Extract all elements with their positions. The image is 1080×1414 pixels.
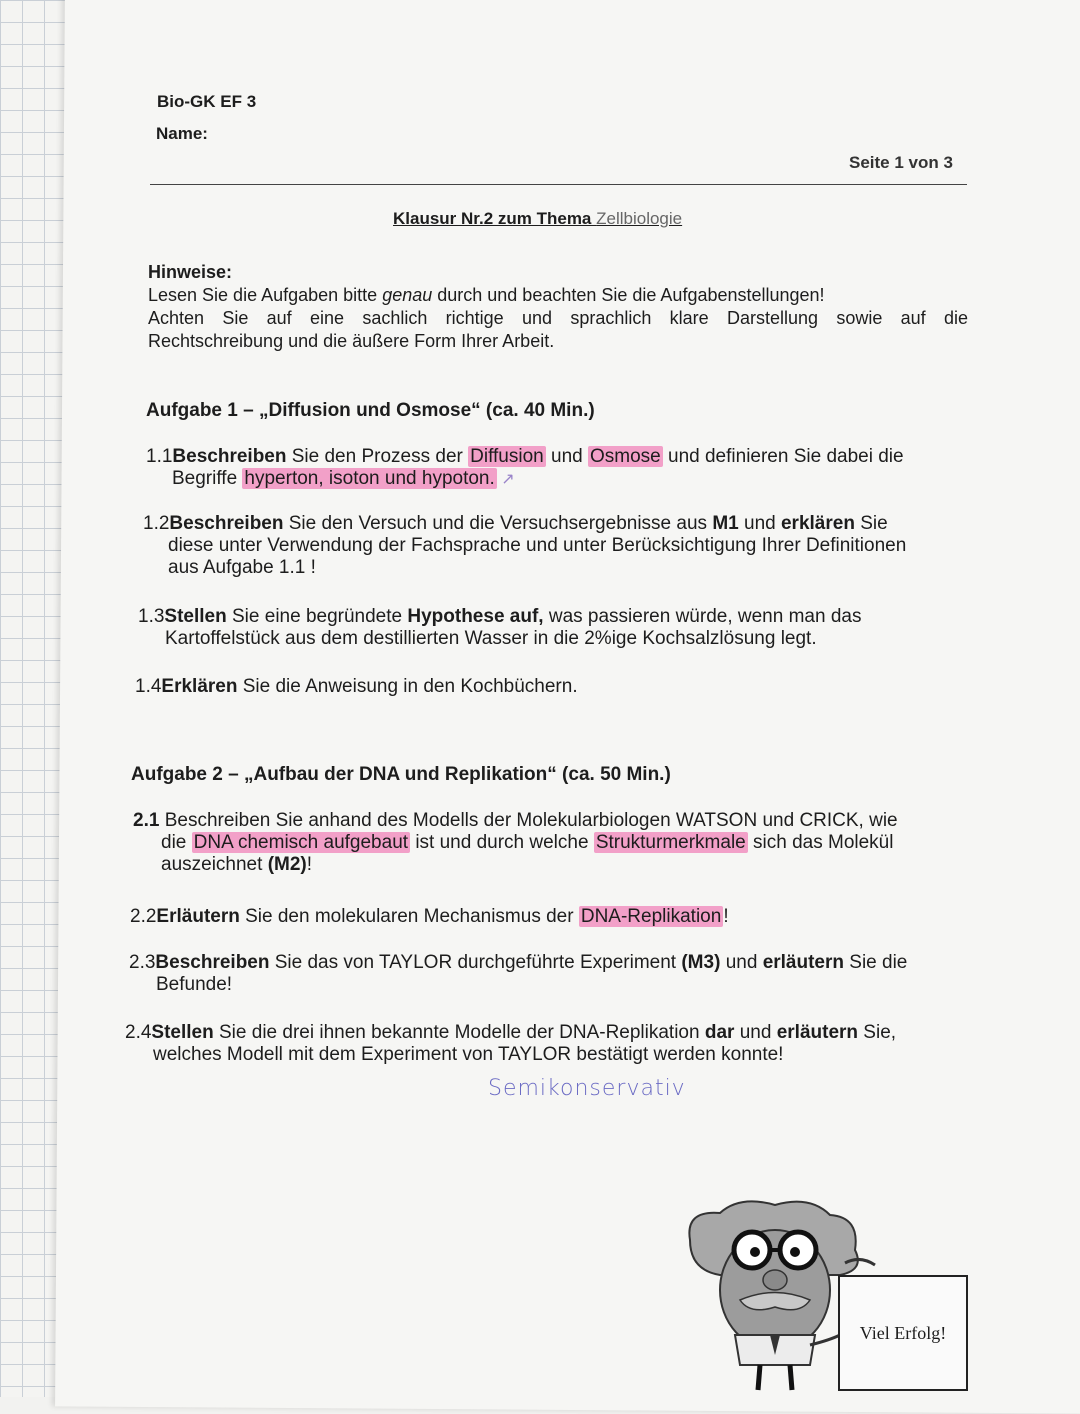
good-luck-sign <box>838 1275 968 1391</box>
task1-item-3: 1.3Stellen Sie eine begründete Hypothese auf, was passieren würde, wenn man das Kartoffelstück aus dem destillierten Wasser in die 2%ige Kochsalzlösung legt. <box>138 606 862 649</box>
task2-item-3: 2.3Beschreiben Sie das von TAYLOR durchgeführte Experiment (M3) und erläutern Sie die Befunde! <box>129 952 908 995</box>
highlight-dna-aufbau: DNA chemisch aufgebaut <box>193 832 409 853</box>
task2-item-4: 2.4Stellen Sie die drei ihnen bekannte Modelle der DNA-Replikation dar und erläutern Sie, welches Modell mit dem Experiment von TAYLOR bestätigt werden konnte! <box>125 1022 897 1065</box>
title-topic: Zellbiologie <box>596 209 683 228</box>
course-label: Bio-GK EF 3 <box>157 92 257 111</box>
hints-line-1: Lesen Sie die Aufgaben bitte genau durch und beachten Sie die Aufgabenstellungen! <box>148 285 825 305</box>
highlight-diffusion: Diffusion <box>470 446 544 467</box>
highlight-strukturmerkmale: Strukturmerkmale <box>595 832 746 853</box>
hints-line-3: Rechtschreibung und die äußere Form Ihrer Arbeit. <box>148 331 555 351</box>
task1-item-2: 1.2Beschreiben Sie den Versuch und die Versuchsergebnisse aus M1 und erklären Sie diese unter Verwendung der Fachsprache und unter Berücksichtigung Ihrer Definitionen aus Aufgabe 1.1 ! <box>143 513 907 578</box>
task1-item-4: 1.4Erklären Sie die Anweisung in den Kochbüchern. <box>135 676 578 697</box>
page-number: Seite 1 von 3 <box>849 153 953 172</box>
exam-title <box>393 209 682 229</box>
handwritten-answer: Semikonservativ <box>488 1076 686 1101</box>
checkmark-icon: ↗ <box>496 471 515 488</box>
highlight-begriffe: hyperton, isoton und hypoton. <box>244 468 495 489</box>
header-rule <box>150 184 967 185</box>
task2-heading: Aufgabe 2 – „Aufbau der DNA und Replikation“ (ca. 50 Min.) <box>131 764 671 785</box>
task2-item-2: 2.2Erläutern Sie den molekularen Mechanismus der DNA-Replikation ! <box>130 906 729 927</box>
hints-block <box>148 261 968 353</box>
highlight-dna-replikation: DNA-Replikation <box>580 906 722 927</box>
highlight-osmose: Osmose <box>589 446 661 467</box>
title-prefix: Klausur Nr.2 zum Thema <box>393 209 597 228</box>
name-label: Name: <box>156 124 208 143</box>
task2-item-1: 2.1 Beschreiben Sie anhand des Modells der Molekularbiologen WATSON und CRICK, wie die DNA chemisch aufgebaut ist und durch welche Strukturmerkmale sich das Molekül auszeichnet (M2)! <box>133 810 898 875</box>
sign-text: Viel Erfolg! <box>859 1322 947 1343</box>
hints-line-2: Achten Sie auf eine sachlich richtige und sprachlich klare Darstellung sowie auf die <box>148 308 968 328</box>
task1-item-1: 1.1Beschreiben Sie den Prozess der Diffusion und Osmose und definieren Sie dabei die Begriffe hyperton, isoton und hypoton. ↗ <box>146 446 904 489</box>
task1-heading: Aufgabe 1 – „Diffusion und Osmose“ (ca. 40 Min.) <box>146 400 595 421</box>
hints-heading: Hinweise: <box>148 262 233 282</box>
